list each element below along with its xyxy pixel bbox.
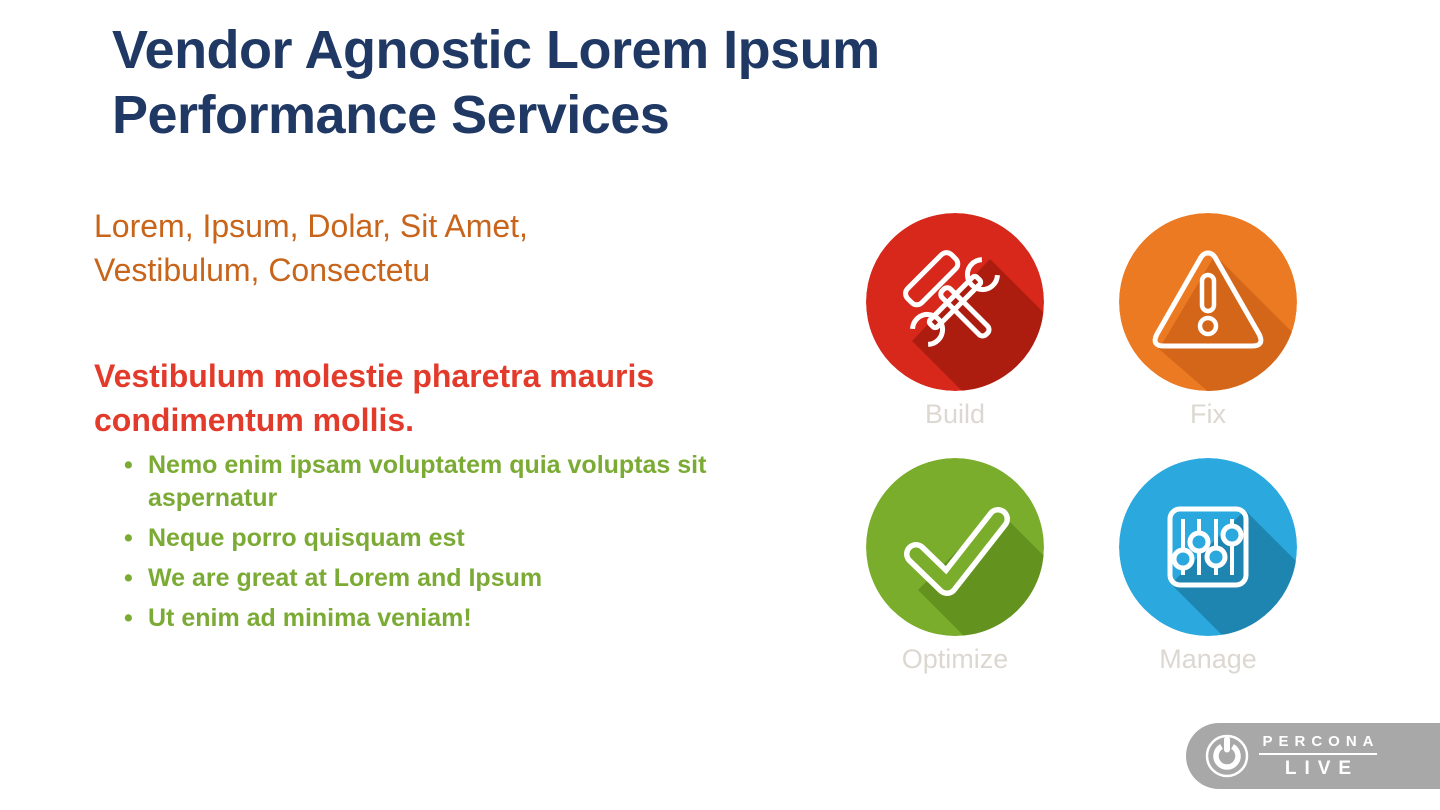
service-label: Manage — [1159, 644, 1257, 674]
bullet-item: • Nemo enim ipsam voluptatem quia voluptas sit aspernatur — [122, 449, 762, 515]
logo-text — [1252, 733, 1384, 780]
tools-icon — [866, 213, 1044, 391]
service-build — [866, 213, 1044, 430]
bullet-item: • We are great at Lorem and Ipsum — [122, 562, 762, 595]
checkmark-icon — [866, 458, 1044, 636]
logo-brand: PERCONA — [1262, 733, 1380, 750]
slide-title: Vendor Agnostic Lorem Ipsum Performance Services — [112, 20, 880, 145]
sliders-icon — [1119, 458, 1297, 636]
logo-event: LIVE — [1284, 758, 1360, 779]
service-label: Fix — [1190, 399, 1226, 429]
bullet-list — [122, 449, 762, 642]
service-label: Build — [924, 399, 986, 429]
service-manage — [1119, 458, 1297, 675]
service-fix — [1119, 213, 1297, 430]
service-label: Optimize — [901, 644, 1009, 674]
bullet-item: • Neque porro quisquam est — [122, 522, 762, 555]
logo-rule — [1259, 753, 1377, 755]
bullet-item: • Ut enim ad minima veniam! — [122, 602, 762, 635]
power-icon — [1205, 734, 1249, 778]
slide-subtitle: Lorem, Ipsum, Dolar, Sit Amet, Vestibulum, Consectetu — [94, 208, 528, 288]
slide-heading: Vestibulum molestie pharetra mauris condimentum mollis. — [94, 358, 655, 438]
warning-triangle-icon — [1119, 213, 1297, 391]
service-optimize — [866, 458, 1044, 675]
